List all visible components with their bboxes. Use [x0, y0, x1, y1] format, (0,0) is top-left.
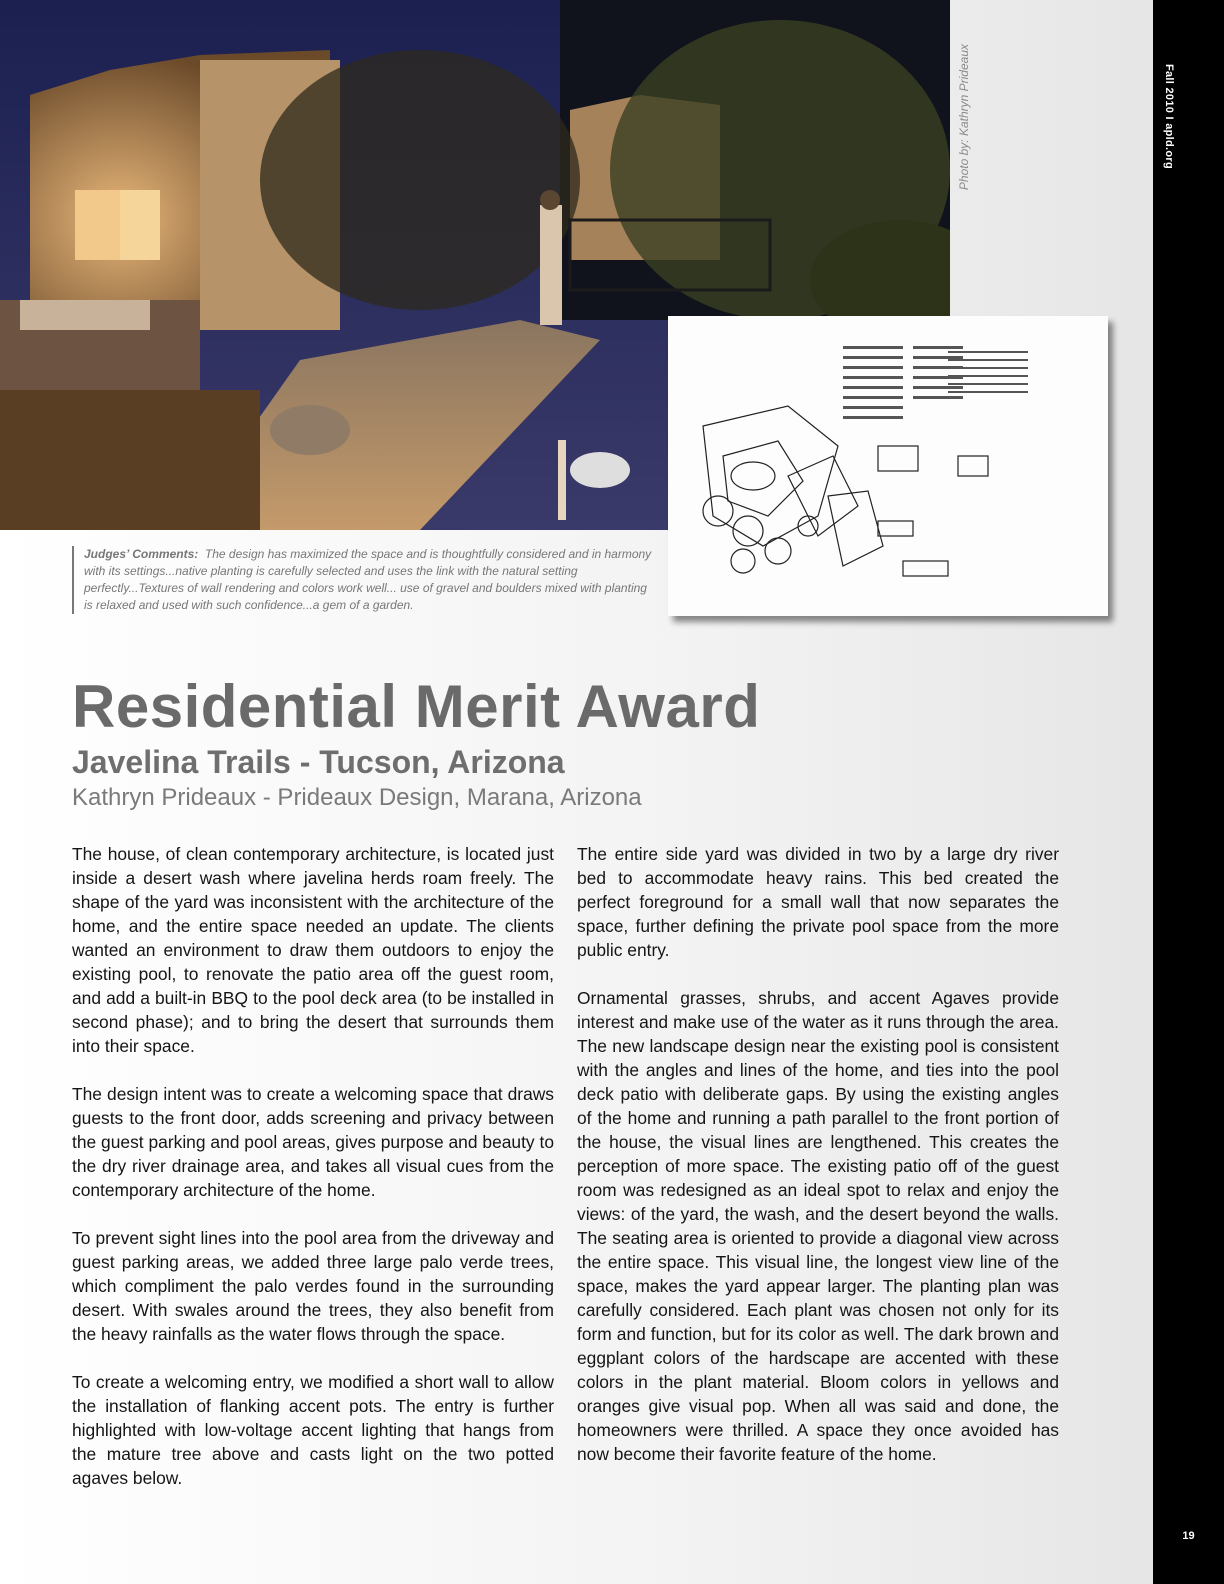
body-paragraph: To prevent sight lines into the pool area from the driveway and guest parking areas, we added three large palo verde trees, which compliment the palo verdes found in the surrounding desert. With swales around the trees, they also benefit from the heavy rainfalls as the water flows through the space.	[72, 1228, 554, 1344]
landscape-plan-drawing-icon	[668, 316, 1108, 616]
body-paragraph: To create a welcoming entry, we modified a short wall to allow the installation of flanking accent pots. The entry is further highlighted with low-voltage accent lighting that hangs from the mature tree above and casts light on the two potted agaves below.	[72, 1372, 554, 1488]
judges-text: The design has maximized the space and is thoughtfully considered and in harmony with its settings...native planting is carefully selected and uses the link with the natural setting perfectly...Textures of wall rendering and colors work well... use of gravel and boulders mixed with planting is relaxed and used with such confidence...a gem of a garden.	[84, 547, 652, 612]
judges-comments	[72, 546, 654, 614]
page-title: Residential Merit Award	[72, 673, 761, 740]
photo-credit: Photo by: Kathryn Prideaux	[957, 44, 971, 191]
body-paragraph: The design intent was to create a welcoming space that draws guests to the front door, adds screening and privacy between the guest parking and pool areas, gives purpose and beauty to the dry river drainage area, and takes all visual cues from the contemporary architecture of the home.	[72, 1084, 554, 1200]
landscape-plan-image	[668, 316, 1108, 616]
page-number: 19	[1182, 1530, 1195, 1542]
designer-byline: Kathryn Prideaux - Prideaux Design, Marana, Arizona	[72, 784, 642, 811]
judges-label: Judges’ Comments:	[84, 547, 199, 561]
body-paragraph: The entire side yard was divided in two by a large dry river bed to accommodate heavy rains. This bed created the perfect foreground for a small wall that now separates the space, further defining the private pool space from the more public entry.	[577, 844, 1059, 960]
body-column-left	[72, 842, 554, 1514]
body-column-right	[577, 842, 1059, 1490]
black-sidebar	[1153, 0, 1224, 1584]
issue-label: Fall 2010 I apld.org	[1163, 64, 1175, 170]
project-subtitle: Javelina Trails - Tucson, Arizona	[72, 744, 565, 780]
body-paragraph: Ornamental grasses, shrubs, and accent Agaves provide interest and make use of the water as it runs through the area. The new landscape design near the existing pool is consistent with the angles and lines of the home, and ties into the pool deck patio with deliberate gaps. By using the existing angles of the home and running a path parallel to the front portion of the house, the visual lines are lengthened. This creates the perception of more space. The existing patio off of the guest room was redesigned as an ideal spot to relax and enjoy the views: of the yard, the wash, and the desert beyond the walls. The seating area is oriented to provide a diagonal view across the entire space. This visual line, the longest view line of the space, makes the yard appear larger. The planting plan was carefully considered. Each plant was chosen not only for its form and function, but for its color as well. The dark brown and eggplant colors of the hardscape are accented with these colors in the plant material. Bloom colors in yellows and oranges give visual pop. When all was said and done, the homeowners were thrilled. A space they once avoided has now become their favorite feature of the home.	[577, 988, 1059, 1464]
body-paragraph: The house, of clean contemporary architecture, is located just inside a desert wash where javelina herds roam freely. The shape of the yard was inconsistent with the architecture of the home, and the entire space needed an update. The clients wanted an environment to draw them outdoors to enjoy the existing pool, to renovate the patio area off the guest room, and add a built-in BBQ to the pool deck area (to be installed in second phase); and to bring the desert that surrounds them into their space.	[72, 844, 554, 1056]
